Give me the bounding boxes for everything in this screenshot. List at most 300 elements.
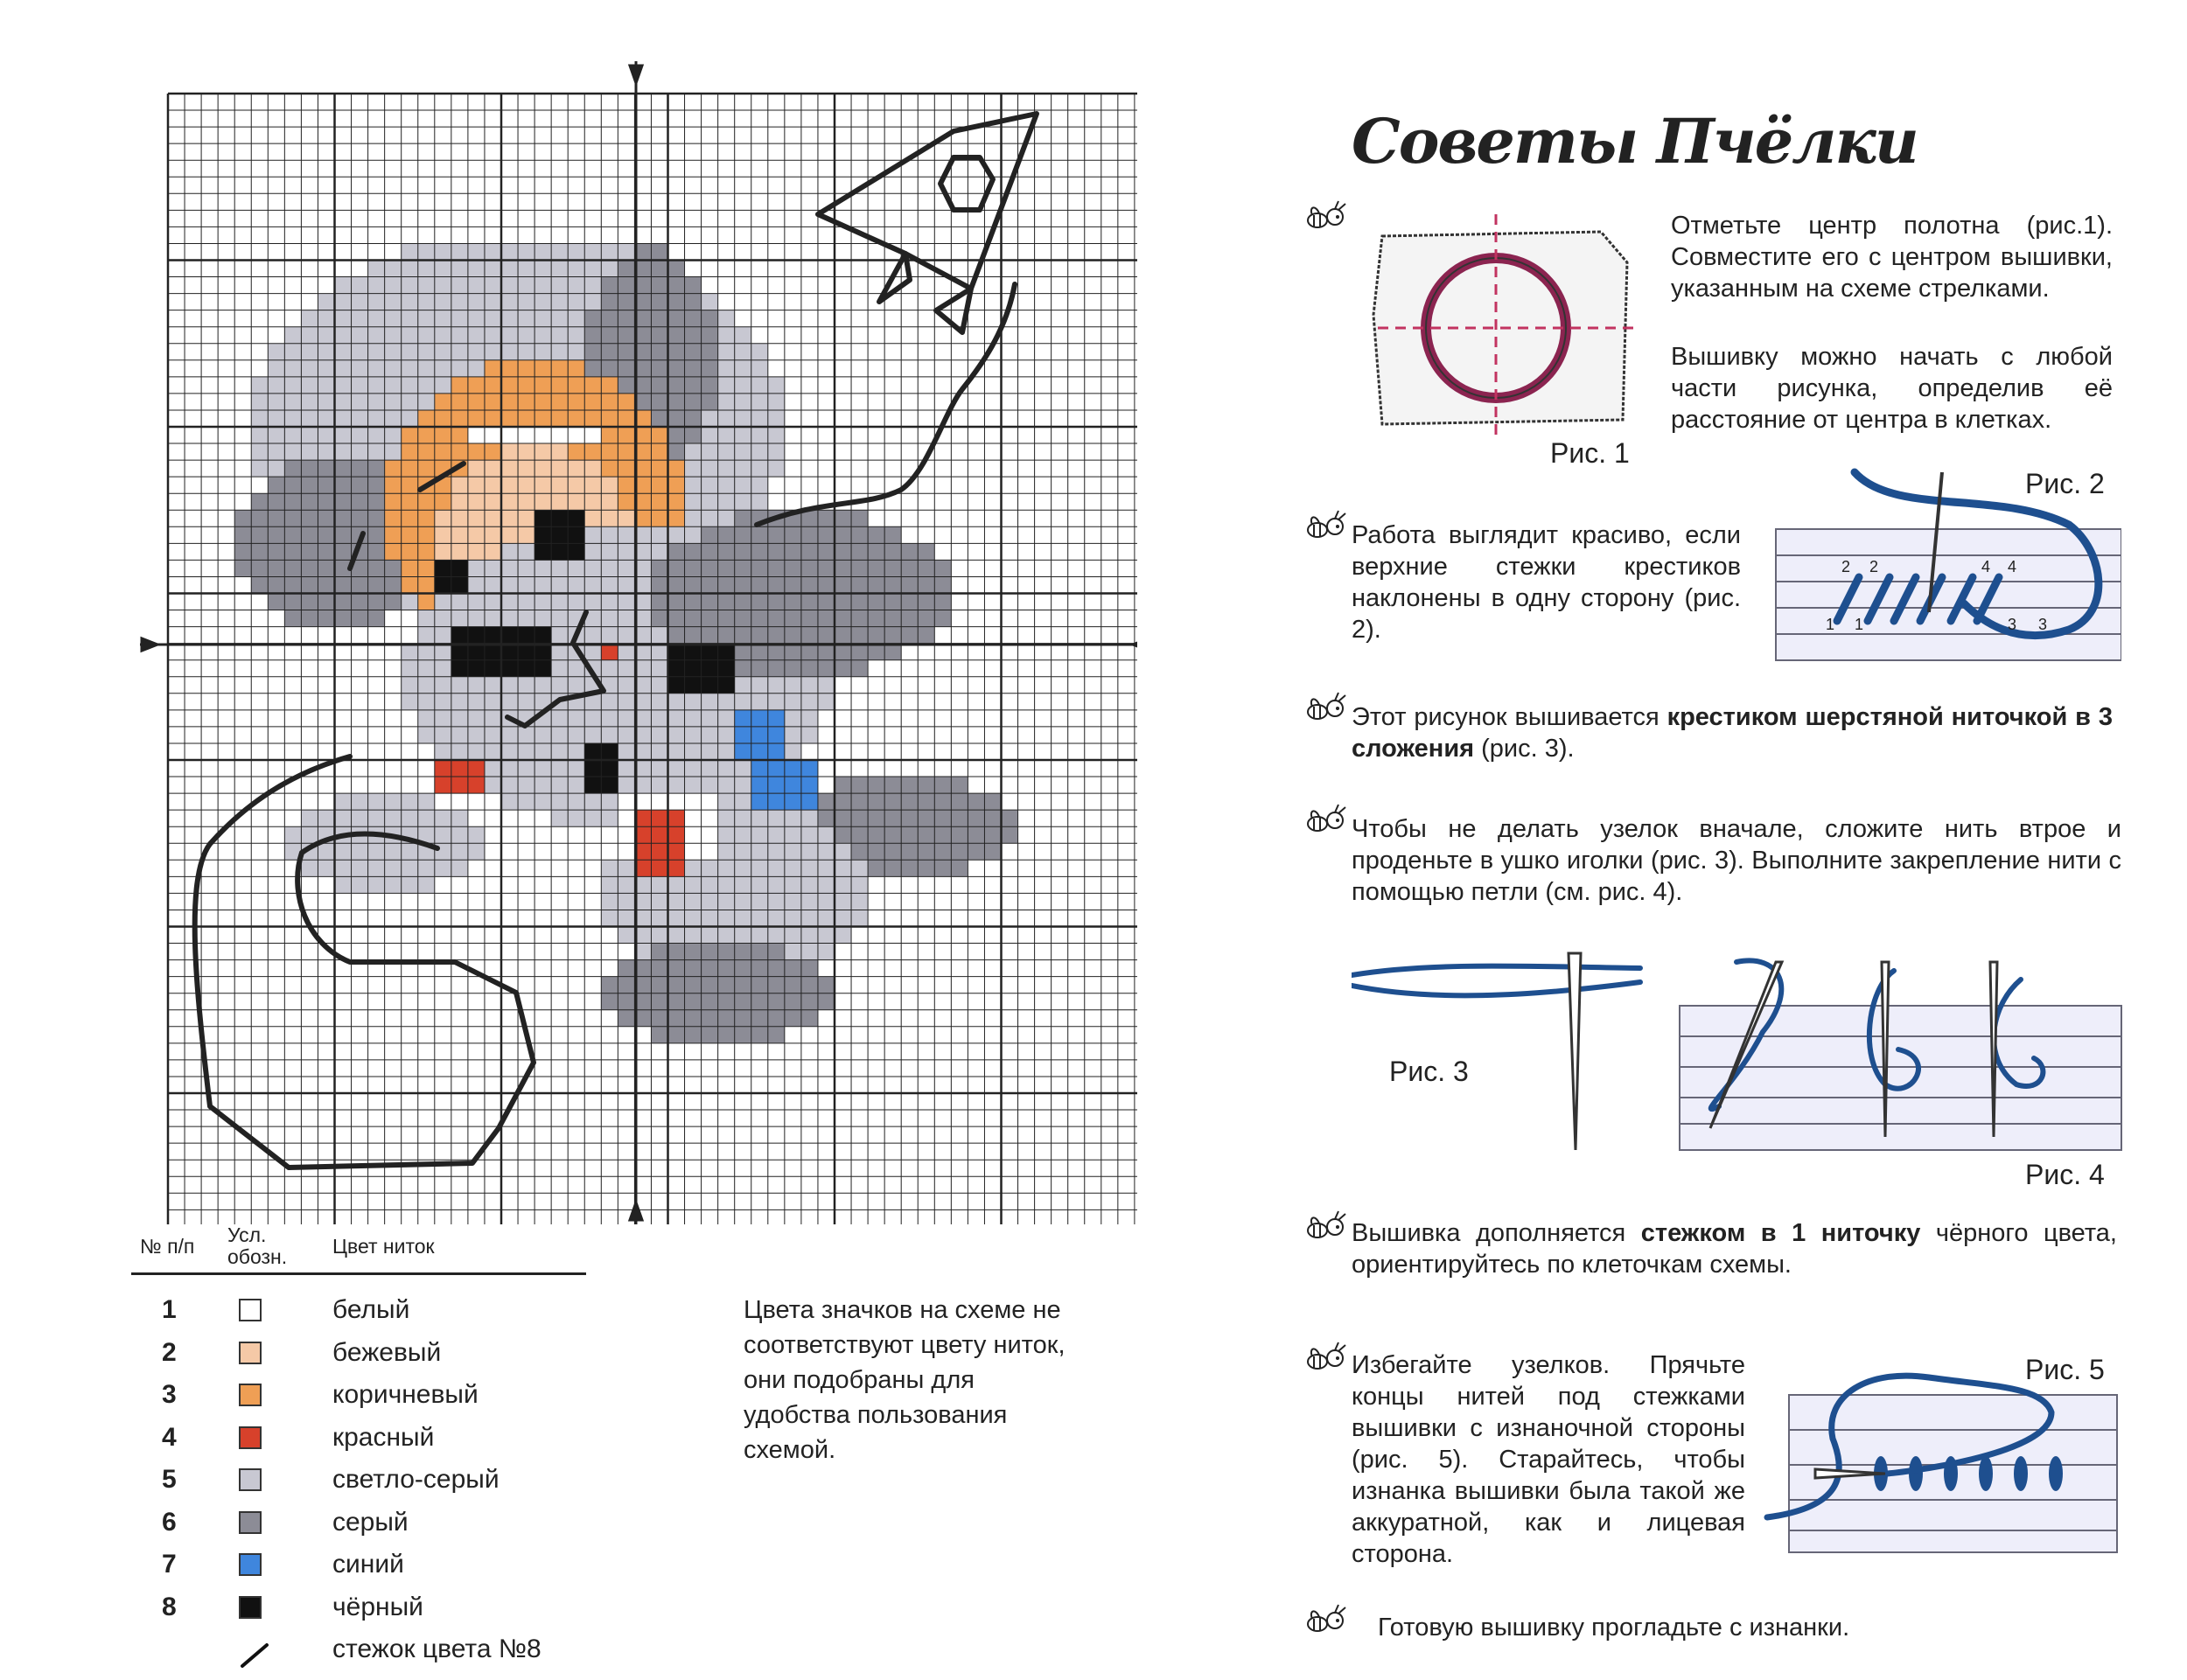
stitch-cell: [685, 443, 702, 460]
stitch-cell: [668, 944, 685, 960]
stitch-cell: [702, 760, 718, 777]
legend-row-name: синий: [332, 1550, 404, 1579]
stitch-cell: [718, 694, 735, 710]
stitch-cell: [801, 727, 818, 743]
bee-icon: [1303, 509, 1349, 542]
stitch-cell: [418, 526, 435, 543]
stitch-cell: [551, 810, 568, 826]
stitch-cell: [402, 443, 418, 460]
stitch-cell: [535, 627, 551, 644]
stitch-cell: [818, 993, 835, 1010]
stitch-cell: [468, 243, 485, 260]
stitch-cell: [801, 760, 818, 777]
stitch-cell: [402, 694, 418, 710]
stitch-cell: [868, 826, 884, 843]
stitch-cell: [318, 576, 334, 593]
stitch-cell: [735, 960, 751, 977]
stitch-cell: [651, 677, 667, 694]
stitch-cell: [718, 1027, 735, 1043]
stitch-cell: [735, 410, 751, 427]
stitch-cell: [685, 344, 702, 360]
stitch-cell: [685, 1027, 702, 1043]
stitch-cell: [601, 510, 618, 526]
stitch-cell: [835, 644, 851, 660]
stitch-cell: [468, 543, 485, 560]
stitch-cell: [318, 843, 334, 860]
stitch-cell: [668, 993, 685, 1010]
stitch-cell: [685, 694, 702, 710]
fig2-num-a: 2: [1841, 558, 1851, 575]
bee-icon: [1303, 803, 1349, 836]
stitch-cell: [751, 627, 768, 644]
stitch-cell: [685, 394, 702, 410]
stitch-cell: [651, 1027, 667, 1043]
stitch-cell: [768, 743, 785, 760]
legend-row-name: светло-серый: [332, 1465, 500, 1494]
stitch-cell: [468, 427, 485, 443]
stitch-cell: [785, 610, 801, 627]
stitch-cell: [251, 510, 268, 526]
stitch-cell: [451, 743, 468, 760]
stitch-cell: [685, 277, 702, 294]
stitch-cell: [785, 960, 801, 977]
stitch-cell: [268, 560, 284, 576]
fig2-num-c: 4: [1981, 558, 1991, 575]
stitch-cell: [284, 327, 301, 344]
stitch-cell: [501, 510, 518, 526]
stitch-cell: [468, 377, 485, 394]
stitch-cell: [601, 660, 618, 677]
stitch-cell: [735, 793, 751, 810]
stitch-cell: [718, 893, 735, 910]
stitch-cell: [702, 526, 718, 543]
stitch-cell: [418, 694, 435, 710]
stitch-cell: [735, 743, 751, 760]
tip-center-mark: Отметьте центр полотна (рис.1). Совместите его с центром вышивки, указанным на схеме стрелками.: [1671, 212, 2113, 303]
stitch-cell: [868, 543, 884, 560]
stitch-cell: [385, 560, 402, 576]
stitch-cell: [718, 526, 735, 543]
stitch-cell: [685, 510, 702, 526]
stitch-cell: [668, 860, 685, 876]
stitch-cell: [251, 526, 268, 543]
stitch-cell: [785, 594, 801, 610]
stitch-cell: [702, 410, 718, 427]
stitch-cell: [668, 576, 685, 593]
stitch-cell: [435, 526, 451, 543]
stitch-cell: [768, 1027, 785, 1043]
stitch-cell: [768, 560, 785, 576]
stitch-cell: [751, 694, 768, 710]
legend-swatch: [239, 1511, 262, 1534]
stitch-cell: [435, 344, 451, 360]
stitch-cell: [584, 526, 601, 543]
stitch-cell: [751, 810, 768, 826]
stitch-cell: [702, 576, 718, 593]
stitch-cell: [651, 460, 667, 477]
stitch-cell: [268, 576, 284, 593]
stitch-cell: [685, 410, 702, 427]
stitch-cell: [485, 743, 501, 760]
stitch-cell: [301, 443, 318, 460]
stitch-cell: [485, 594, 501, 610]
stitch-cell: [901, 860, 918, 876]
stitch-cell: [685, 1010, 702, 1027]
legend-row-num: 8: [162, 1592, 177, 1621]
stitch-cell: [535, 410, 551, 427]
stitch-cell: [501, 294, 518, 310]
stitch-cell: [468, 610, 485, 627]
stitch-cell: [568, 743, 584, 760]
stitch-cell: [551, 526, 568, 543]
stitch-cell: [685, 610, 702, 627]
stitch-cell: [818, 594, 835, 610]
stitch-cell: [668, 510, 685, 526]
stitch-cell: [651, 993, 667, 1010]
stitch-cell: [851, 644, 868, 660]
stitch-cell: [651, 261, 667, 277]
stitch-cell: [751, 410, 768, 427]
stitch-cell: [335, 594, 352, 610]
stitch-cell: [418, 327, 435, 344]
stitch-cell: [435, 777, 451, 793]
tip-start-anywhere: Вышивку можно начать с любой части рисунка, определив её расстояние от центра в клетках.: [1671, 343, 2113, 434]
stitch-cell: [435, 610, 451, 627]
stitch-cell: [668, 310, 685, 327]
stitch-cell: [718, 360, 735, 377]
stitch-cell: [918, 793, 934, 810]
stitch-cell: [735, 1010, 751, 1027]
stitch-cell: [518, 493, 535, 510]
stitch-cell: [368, 394, 385, 410]
stitch-cell: [818, 644, 835, 660]
stitch-cell: [601, 360, 618, 377]
stitch-cell: [735, 660, 751, 677]
stitch-cell: [418, 243, 435, 260]
stitch-cell: [951, 810, 968, 826]
stitch-cell: [651, 860, 667, 876]
stitch-cell: [584, 427, 601, 443]
stitch-cell: [485, 627, 501, 644]
stitch-cell: [435, 261, 451, 277]
stitch-cell: [718, 327, 735, 344]
stitch-cell: [368, 261, 385, 277]
stitch-cell: [934, 560, 951, 576]
stitch-cell: [702, 644, 718, 660]
stitch-cell: [535, 760, 551, 777]
legend-swatch: [239, 1596, 262, 1619]
legend-row: [131, 1418, 586, 1460]
stitch-cell: [718, 460, 735, 477]
stitch-cell: [501, 526, 518, 543]
stitch-cell: [468, 344, 485, 360]
stitch-cell: [601, 644, 618, 660]
stitch-cell: [718, 910, 735, 926]
tip-stitch-direction: Работа выглядит красиво, если верхние стежки крестиков наклонены в одну сторону (рис. 2).: [1352, 521, 1741, 644]
stitch-cell: [835, 576, 851, 593]
fig2-num-h: 3: [2038, 616, 2048, 633]
stitch-cell: [751, 526, 768, 543]
stitch-cell: [318, 394, 334, 410]
stitch-cell: [668, 327, 685, 344]
stitch-cell: [801, 594, 818, 610]
stitch-cell: [801, 1010, 818, 1027]
stitch-cell: [685, 727, 702, 743]
stitch-cell: [535, 793, 551, 810]
stitch-cell: [884, 610, 901, 627]
stitch-cell: [335, 294, 352, 310]
stitch-cell: [835, 910, 851, 926]
stitch-cell: [301, 510, 318, 526]
stitch-cell: [551, 493, 568, 510]
stitch-cell: [768, 594, 785, 610]
stitch-cell: [435, 394, 451, 410]
stitch-cell: [368, 410, 385, 427]
stitch-cell: [535, 644, 551, 660]
stitch-cell: [785, 526, 801, 543]
stitch-cell: [751, 644, 768, 660]
stitch-cell: [685, 543, 702, 560]
stitch-cell: [301, 427, 318, 443]
stitch-cell: [551, 510, 568, 526]
fig2-num-e: 1: [1826, 616, 1835, 633]
stitch-cell: [451, 660, 468, 677]
stitch-cell: [584, 777, 601, 793]
stitch-cell: [735, 710, 751, 727]
stitch-cell: [651, 510, 667, 526]
stitch-cell: [402, 493, 418, 510]
stitch-cell: [318, 377, 334, 394]
stitch-cell: [651, 526, 667, 543]
stitch-cell: [735, 576, 751, 593]
stitch-cell: [918, 843, 934, 860]
stitch-cell: [651, 960, 667, 977]
stitch-cell: [601, 543, 618, 560]
stitch-cell: [568, 510, 584, 526]
stitch-cell: [435, 377, 451, 394]
stitch-cell: [485, 243, 501, 260]
legend-swatch: [239, 1638, 262, 1661]
legend-row-name: белый: [332, 1295, 410, 1324]
stitch-cell: [518, 344, 535, 360]
stitch-cell: [735, 826, 751, 843]
stitch-cell: [368, 543, 385, 560]
tip-no-knot: Чтобы не делать узелок вначале, сложите нить втрое и проденьте в ушко иголки (рис. 3). Выполните закрепление нити с помощью петли (см. рис. 4).: [1352, 815, 2121, 906]
stitch-cell: [402, 644, 418, 660]
stitch-cell: [601, 727, 618, 743]
stitch-cell: [618, 910, 634, 926]
stitch-cell: [568, 477, 584, 493]
stitch-cell: [268, 510, 284, 526]
stitch-cell: [435, 677, 451, 694]
stitch-cell: [501, 344, 518, 360]
stitch-cell: [335, 860, 352, 876]
stitch-cell: [435, 860, 451, 876]
stitch-cell: [402, 843, 418, 860]
stitch-cell: [468, 261, 485, 277]
stitch-cell: [934, 810, 951, 826]
stitch-cell: [601, 377, 618, 394]
stitch-cell: [335, 576, 352, 593]
stitch-cell: [568, 460, 584, 477]
stitch-cell: [485, 261, 501, 277]
stitch-cell: [668, 743, 685, 760]
legend-row-name: коричневый: [332, 1380, 479, 1409]
stitch-cell: [651, 360, 667, 377]
stitch-cell: [718, 727, 735, 743]
stitch-cell: [418, 427, 435, 443]
stitch-cell: [385, 261, 402, 277]
stitch-cell: [568, 443, 584, 460]
stitch-cell: [818, 860, 835, 876]
stitch-cell: [651, 477, 667, 493]
stitch-cell: [768, 977, 785, 993]
stitch-cell: [335, 543, 352, 560]
stitch-cell: [568, 261, 584, 277]
stitch-cell: [851, 510, 868, 526]
stitch-cell: [568, 310, 584, 327]
stitch-cell: [501, 627, 518, 644]
stitch-cell: [702, 826, 718, 843]
stitch-cell: [551, 627, 568, 644]
legend-swatch: [239, 1426, 262, 1449]
stitch-cell: [618, 443, 634, 460]
stitch-cell: [518, 310, 535, 327]
tip-iron: Готовую вышивку прогладьте с изнанки.: [1378, 1614, 1850, 1642]
stitch-cell: [668, 843, 685, 860]
stitch-cell: [352, 394, 368, 410]
stitch-cell: [618, 826, 634, 843]
stitch-cell: [702, 977, 718, 993]
stitch-cell: [468, 644, 485, 660]
stitch-cell: [718, 944, 735, 960]
stitch-cell: [385, 493, 402, 510]
stitch-cell: [518, 760, 535, 777]
stitch-cell: [818, 977, 835, 993]
stitch-cell: [651, 576, 667, 593]
stitch-cell: [451, 843, 468, 860]
stitch-cell: [918, 560, 934, 576]
stitch-cell: [735, 526, 751, 543]
stitch-cell: [768, 377, 785, 394]
stitch-cell: [535, 727, 551, 743]
stitch-cell: [651, 743, 667, 760]
stitch-cell: [702, 1027, 718, 1043]
stitch-cell: [385, 377, 402, 394]
stitch-cell: [352, 344, 368, 360]
stitch-cell: [352, 460, 368, 477]
stitch-cell: [735, 727, 751, 743]
stitch-cell: [735, 460, 751, 477]
stitch-cell: [685, 944, 702, 960]
stitch-cell: [335, 344, 352, 360]
stitch-cell: [685, 977, 702, 993]
stitch-cell: [368, 526, 385, 543]
stitch-cell: [835, 526, 851, 543]
stitch-cell: [702, 477, 718, 493]
stitch-cell: [884, 526, 901, 543]
stitch-cell: [568, 677, 584, 694]
stitch-cell: [685, 526, 702, 543]
stitch-cell: [618, 510, 634, 526]
stitch-cell: [318, 526, 334, 543]
stitch-cell: [301, 543, 318, 560]
stitch-cell: [718, 993, 735, 1010]
stitch-cell: [584, 310, 601, 327]
stitch-cell: [668, 277, 685, 294]
fig4-loop-illustration: [1675, 953, 2126, 1154]
stitch-cell: [601, 777, 618, 793]
stitch-cell: [702, 360, 718, 377]
stitch-cell: [851, 526, 868, 543]
stitch-cell: [702, 694, 718, 710]
stitch-cell: [451, 477, 468, 493]
stitch-cell: [751, 910, 768, 926]
stitch-cell: [768, 677, 785, 694]
stitch-cell: [702, 677, 718, 694]
stitch-cell: [668, 560, 685, 576]
stitch-cell: [402, 576, 418, 593]
stitch-cell: [435, 660, 451, 677]
stitch-cell: [785, 677, 801, 694]
stitch-cell: [651, 727, 667, 743]
stitch-cell: [702, 344, 718, 360]
stitch-cell: [535, 543, 551, 560]
stitch-cell: [835, 876, 851, 893]
stitch-cell: [518, 576, 535, 593]
stitch-cell: [335, 526, 352, 543]
stitch-cell: [768, 860, 785, 876]
stitch-cell: [551, 594, 568, 610]
stitch-cell: [385, 793, 402, 810]
stitch-cell: [735, 760, 751, 777]
stitch-cell: [518, 510, 535, 526]
stitch-cell: [918, 576, 934, 593]
stitch-cell: [651, 243, 667, 260]
stitch-cell: [618, 526, 634, 543]
stitch-cell: [851, 860, 868, 876]
stitch-cell: [268, 526, 284, 543]
stitch-cell: [884, 594, 901, 610]
stitch-cell: [735, 677, 751, 694]
stitch-cell: [451, 760, 468, 777]
stitch-cell: [801, 710, 818, 727]
stitch-cell: [785, 860, 801, 876]
stitch-cell: [785, 576, 801, 593]
stitch-cell: [884, 826, 901, 843]
stitch-cell: [268, 360, 284, 377]
stitch-cell: [668, 876, 685, 893]
bee-icon: [1303, 1209, 1349, 1243]
stitch-cell: [835, 777, 851, 793]
stitch-cell: [402, 243, 418, 260]
stitch-cell: [751, 876, 768, 893]
stitch-cell: [568, 760, 584, 777]
stitch-cell: [435, 243, 451, 260]
stitch-cell: [385, 410, 402, 427]
stitch-cell: [768, 1010, 785, 1027]
stitch-cell: [501, 261, 518, 277]
stitch-cell: [601, 443, 618, 460]
stitch-cell: [385, 594, 402, 610]
stitch-cell: [618, 960, 634, 977]
stitch-cell: [618, 644, 634, 660]
stitch-cell: [468, 743, 485, 760]
stitch-cell: [785, 1010, 801, 1027]
stitch-cell: [735, 344, 751, 360]
stitch-cell: [402, 327, 418, 344]
stitch-cell: [801, 644, 818, 660]
